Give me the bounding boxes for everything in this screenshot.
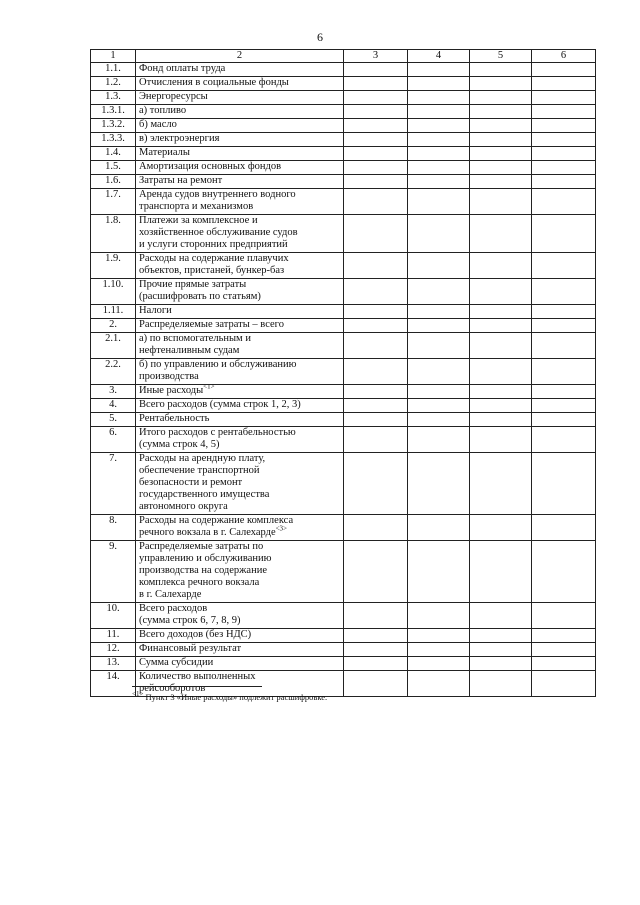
- row-label: [136, 175, 344, 189]
- value-cell: [408, 305, 470, 319]
- row-number: 1.8.: [91, 215, 136, 253]
- value-cell: [532, 253, 596, 279]
- row-label-line: Распределяемые затраты по: [139, 541, 264, 552]
- row-label-line: (расшифровать по статьям): [139, 291, 261, 302]
- row-label-line: Итого расходов с рентабельностью: [139, 427, 296, 438]
- row-number: 1.3.2.: [91, 119, 136, 133]
- row-label: [136, 603, 344, 629]
- value-cell: [344, 215, 408, 253]
- row-label-line: хозяйственное обслуживание судов: [139, 227, 298, 238]
- row-number: 1.5.: [91, 161, 136, 175]
- value-cell: [408, 105, 470, 119]
- row-label-line: (сумма строк 6, 7, 8, 9): [139, 615, 241, 626]
- value-cell: [532, 147, 596, 161]
- value-cell: [344, 63, 408, 77]
- page-number: 6: [317, 30, 323, 44]
- header-cell: 4: [408, 50, 470, 63]
- row-label: [136, 333, 344, 359]
- table-row: [91, 319, 596, 333]
- row-label-line: Амортизация основных фондов: [139, 161, 282, 172]
- row-label: [136, 657, 344, 671]
- value-cell: [344, 385, 408, 399]
- row-number: 13.: [91, 657, 136, 671]
- row-label-line: Всего доходов (без НДС): [139, 629, 252, 640]
- row-label: [136, 253, 344, 279]
- row-number: 1.3.: [91, 91, 136, 105]
- row-label-line: рейсооборотов: [139, 683, 206, 694]
- value-cell: [470, 63, 532, 77]
- header-cell: 3: [344, 50, 408, 63]
- value-cell: [408, 333, 470, 359]
- row-label-line: б) по управлению и обслуживанию: [139, 359, 297, 370]
- table-row: [91, 399, 596, 413]
- value-cell: [344, 657, 408, 671]
- value-cell: [470, 305, 532, 319]
- row-label: [136, 413, 344, 427]
- row-label-line: транспорта и механизмов: [139, 201, 254, 212]
- value-cell: [532, 77, 596, 91]
- row-label-line: Расходы на арендную плату,: [139, 453, 266, 464]
- row-label: [136, 105, 344, 119]
- row-label-line: (сумма строк 4, 5): [139, 439, 220, 450]
- value-cell: [344, 671, 408, 697]
- row-label-line: и услуги сторонних предприятий: [139, 239, 288, 250]
- row-label: [136, 279, 344, 305]
- value-cell: [470, 657, 532, 671]
- row-label: [136, 161, 344, 175]
- value-cell: [532, 63, 596, 77]
- row-label: [136, 91, 344, 105]
- row-number: 1.3.1.: [91, 105, 136, 119]
- row-label-line: управлению и обслуживанию: [139, 553, 272, 564]
- table-row: [91, 189, 596, 215]
- table-row: [91, 413, 596, 427]
- value-cell: [470, 603, 532, 629]
- value-cell: [344, 77, 408, 91]
- row-label-line: Всего расходов (сумма строк 1, 2, 3): [139, 399, 301, 410]
- value-cell: [470, 133, 532, 147]
- row-label: [136, 189, 344, 215]
- row-label: [136, 629, 344, 643]
- value-cell: [408, 453, 470, 515]
- value-cell: [344, 91, 408, 105]
- value-cell: [408, 253, 470, 279]
- row-label-line: б) масло: [139, 119, 177, 130]
- row-label-line: Материалы: [139, 147, 190, 158]
- row-label: [136, 147, 344, 161]
- value-cell: [470, 319, 532, 333]
- table-row: [91, 119, 596, 133]
- value-cell: [470, 671, 532, 697]
- value-cell: [344, 643, 408, 657]
- row-number: 6.: [91, 427, 136, 453]
- table-row: [91, 147, 596, 161]
- value-cell: [532, 603, 596, 629]
- row-label: [136, 305, 344, 319]
- row-number: 9.: [91, 541, 136, 603]
- table-row: [91, 629, 596, 643]
- table-row: [91, 215, 596, 253]
- value-cell: [344, 319, 408, 333]
- table-row: [91, 453, 596, 515]
- value-cell: [470, 105, 532, 119]
- value-cell: [344, 333, 408, 359]
- row-label-line: Рентабельность: [139, 413, 210, 424]
- value-cell: [344, 427, 408, 453]
- row-number: 1.10.: [91, 279, 136, 305]
- row-label: [136, 63, 344, 77]
- row-label-line: Платежи за комплексное и: [139, 215, 258, 226]
- value-cell: [532, 541, 596, 603]
- value-cell: [408, 515, 470, 541]
- table-row: [91, 515, 596, 541]
- value-cell: [532, 515, 596, 541]
- value-cell: [470, 333, 532, 359]
- row-label-line: а) по вспомогательным и: [139, 333, 251, 344]
- row-number: 1.6.: [91, 175, 136, 189]
- value-cell: [408, 385, 470, 399]
- value-cell: [408, 399, 470, 413]
- value-cell: [532, 333, 596, 359]
- row-label-line: нефтеналивным судам: [139, 345, 240, 356]
- table-row: [91, 91, 596, 105]
- value-cell: [408, 413, 470, 427]
- row-label-line: [139, 385, 340, 397]
- table-row: [91, 385, 596, 399]
- value-cell: [470, 427, 532, 453]
- row-label-line: [139, 524, 340, 539]
- value-cell: [344, 603, 408, 629]
- value-cell: [344, 119, 408, 133]
- row-label-line: государственного имущества: [139, 489, 270, 500]
- value-cell: [532, 161, 596, 175]
- row-label-line: производства: [139, 371, 199, 382]
- row-label: [136, 359, 344, 385]
- row-label-line: объектов, пристаней, бункер-баз: [139, 265, 285, 276]
- value-cell: [408, 359, 470, 385]
- value-cell: [344, 359, 408, 385]
- row-number: 7.: [91, 453, 136, 515]
- header-cell: 6: [532, 50, 596, 63]
- value-cell: [344, 541, 408, 603]
- row-label: [136, 385, 344, 399]
- value-cell: [470, 215, 532, 253]
- value-cell: [408, 427, 470, 453]
- value-cell: [344, 147, 408, 161]
- row-label: [136, 453, 344, 515]
- row-number: 1.11.: [91, 305, 136, 319]
- table-row: [91, 105, 596, 119]
- value-cell: [470, 541, 532, 603]
- value-cell: [344, 105, 408, 119]
- value-cell: [408, 657, 470, 671]
- value-cell: [470, 629, 532, 643]
- row-label-line: Прочие прямые затраты: [139, 279, 247, 290]
- value-cell: [408, 629, 470, 643]
- table-row: [91, 603, 596, 629]
- value-cell: [408, 541, 470, 603]
- table-row: [91, 657, 596, 671]
- row-number: 2.1.: [91, 333, 136, 359]
- row-label-line: комплекса речного вокзала: [139, 577, 260, 588]
- value-cell: [532, 671, 596, 697]
- table-row: [91, 175, 596, 189]
- row-number: 5.: [91, 413, 136, 427]
- header-cell: 5: [470, 50, 532, 63]
- table-row: [91, 253, 596, 279]
- footnote: [132, 692, 327, 702]
- value-cell: [470, 161, 532, 175]
- value-cell: [408, 77, 470, 91]
- row-label-line: в г. Салехарде: [139, 589, 202, 600]
- value-cell: [532, 189, 596, 215]
- value-cell: [408, 119, 470, 133]
- row-label: [136, 77, 344, 91]
- value-cell: [532, 175, 596, 189]
- row-label-line: Количество выполненных: [139, 671, 256, 682]
- value-cell: [532, 453, 596, 515]
- value-cell: [470, 643, 532, 657]
- row-label-text: речного вокзала в г. Салехарде: [139, 527, 276, 538]
- footnote-reference: <1>: [203, 384, 215, 391]
- row-label-line: а) топливо: [139, 105, 187, 116]
- report-table: [90, 49, 596, 697]
- table-row: [91, 77, 596, 91]
- value-cell: [532, 399, 596, 413]
- table-row: [91, 643, 596, 657]
- value-cell: [408, 671, 470, 697]
- value-cell: [344, 515, 408, 541]
- value-cell: [532, 427, 596, 453]
- value-cell: [532, 215, 596, 253]
- row-label-line: Энергоресурсы: [139, 91, 208, 102]
- row-label: [136, 319, 344, 333]
- value-cell: [408, 215, 470, 253]
- value-cell: [470, 77, 532, 91]
- table-row: [91, 133, 596, 147]
- row-label: [136, 643, 344, 657]
- header-row: [91, 50, 596, 63]
- table-row: [91, 333, 596, 359]
- row-label-line: Аренда судов внутреннего водного: [139, 189, 296, 200]
- row-label-line: Отчисления в социальные фонды: [139, 77, 289, 88]
- row-label: [136, 427, 344, 453]
- row-label-line: Налоги: [139, 305, 172, 316]
- row-label-line: в) электроэнергия: [139, 133, 220, 144]
- value-cell: [408, 133, 470, 147]
- row-label-line: автономного округа: [139, 501, 228, 512]
- value-cell: [408, 175, 470, 189]
- row-number: 3.: [91, 385, 136, 399]
- row-number: 1.3.3.: [91, 133, 136, 147]
- row-label-line: Затраты на ремонт: [139, 175, 223, 186]
- row-label: [136, 515, 344, 541]
- table-row: [91, 161, 596, 175]
- row-label-line: Распределяемые затраты – всего: [139, 319, 284, 330]
- table-row: [91, 63, 596, 77]
- row-number: 8.: [91, 515, 136, 541]
- value-cell: [344, 189, 408, 215]
- value-cell: [344, 133, 408, 147]
- value-cell: [532, 629, 596, 643]
- row-label-line: Сумма субсидии: [139, 657, 214, 668]
- value-cell: [532, 133, 596, 147]
- value-cell: [532, 359, 596, 385]
- value-cell: [470, 413, 532, 427]
- value-cell: [470, 385, 532, 399]
- value-cell: [532, 91, 596, 105]
- row-number: 11.: [91, 629, 136, 643]
- row-label-line: Фонд оплаты труда: [139, 63, 226, 74]
- value-cell: [344, 253, 408, 279]
- header-cell: 1: [91, 50, 136, 63]
- value-cell: [408, 161, 470, 175]
- footnote-divider: [132, 686, 262, 687]
- row-label-line: обеспечение транспортной: [139, 465, 260, 476]
- row-label-line: Расходы на содержание комплекса: [139, 515, 294, 526]
- row-label: [136, 119, 344, 133]
- value-cell: [532, 105, 596, 119]
- value-cell: [470, 147, 532, 161]
- value-cell: [408, 319, 470, 333]
- table-row: [91, 279, 596, 305]
- header-cell: 2: [136, 50, 344, 63]
- row-number: 14.: [91, 671, 136, 697]
- value-cell: [470, 175, 532, 189]
- value-cell: [470, 91, 532, 105]
- table-row: [91, 427, 596, 453]
- table-row: [91, 541, 596, 603]
- footnote-reference: <3>: [275, 524, 288, 533]
- value-cell: [532, 279, 596, 305]
- value-cell: [344, 399, 408, 413]
- value-cell: [344, 413, 408, 427]
- value-cell: [408, 279, 470, 305]
- row-label: [136, 133, 344, 147]
- value-cell: [344, 175, 408, 189]
- row-number: 2.2.: [91, 359, 136, 385]
- value-cell: [470, 189, 532, 215]
- value-cell: [470, 279, 532, 305]
- row-number: 12.: [91, 643, 136, 657]
- value-cell: [532, 643, 596, 657]
- footnote-marker: <1>: [132, 690, 144, 699]
- value-cell: [532, 385, 596, 399]
- row-label-line: безопасности и ремонт: [139, 477, 243, 488]
- row-number: 1.9.: [91, 253, 136, 279]
- table-row: [91, 359, 596, 385]
- value-cell: [408, 643, 470, 657]
- value-cell: [470, 253, 532, 279]
- row-label-line: производства на содержание: [139, 565, 267, 576]
- value-cell: [532, 413, 596, 427]
- row-number: 10.: [91, 603, 136, 629]
- value-cell: [408, 91, 470, 105]
- row-label-line: Расходы на содержание плавучих: [139, 253, 289, 264]
- row-number: 1.1.: [91, 63, 136, 77]
- row-number: 2.: [91, 319, 136, 333]
- value-cell: [344, 305, 408, 319]
- row-label-line: Финансовый результат: [139, 643, 242, 654]
- value-cell: [408, 603, 470, 629]
- row-number: 4.: [91, 399, 136, 413]
- row-label: [136, 541, 344, 603]
- value-cell: [470, 399, 532, 413]
- footnote-text: Пункт 3 «Иные расходы» подлежит расшифровке.: [145, 692, 328, 702]
- value-cell: [532, 119, 596, 133]
- value-cell: [470, 453, 532, 515]
- row-label: [136, 215, 344, 253]
- value-cell: [408, 147, 470, 161]
- value-cell: [344, 453, 408, 515]
- value-cell: [470, 515, 532, 541]
- row-number: 1.4.: [91, 147, 136, 161]
- value-cell: [344, 161, 408, 175]
- value-cell: [532, 319, 596, 333]
- row-label: [136, 399, 344, 413]
- value-cell: [344, 279, 408, 305]
- row-number: 1.7.: [91, 189, 136, 215]
- row-number: 1.2.: [91, 77, 136, 91]
- value-cell: [408, 63, 470, 77]
- table-row: [91, 305, 596, 319]
- value-cell: [344, 629, 408, 643]
- row-label-text: Иные расходы: [139, 385, 204, 396]
- value-cell: [532, 657, 596, 671]
- value-cell: [408, 189, 470, 215]
- value-cell: [532, 305, 596, 319]
- value-cell: [470, 119, 532, 133]
- row-label-line: Всего расходов: [139, 603, 208, 614]
- value-cell: [470, 359, 532, 385]
